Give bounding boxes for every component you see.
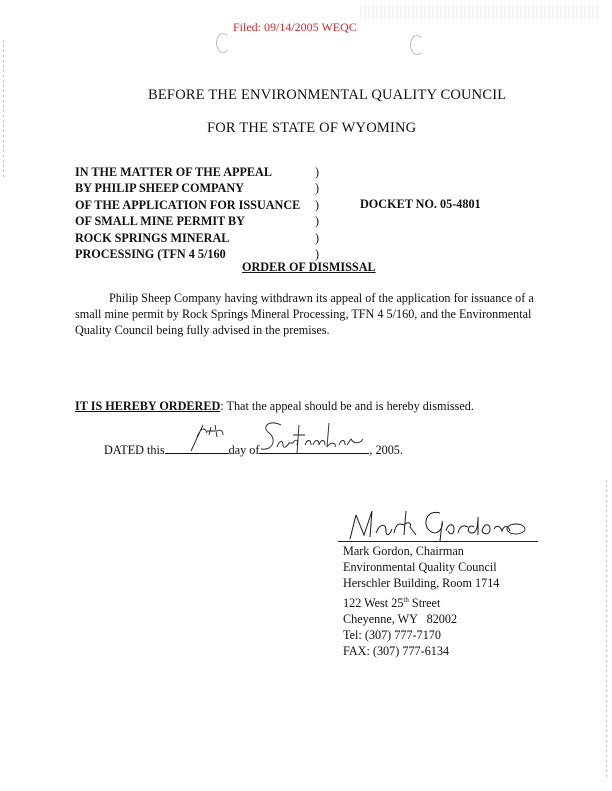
scan-edge-left bbox=[3, 40, 4, 180]
body-text: Philip Sheep Company having withdrawn its appeal of the application for issuance of a small mine permit by Rock Springs Mineral Processing, TFN 4 5/160, and the Environmental Quality Council being fully advised in the premises. bbox=[75, 291, 534, 338]
handwritten-month bbox=[259, 417, 369, 457]
paren: ) bbox=[315, 181, 320, 196]
signatory-city: Cheyenne, WY 82002 bbox=[343, 611, 458, 626]
paren: ) bbox=[315, 165, 320, 179]
signatory-building: Herschler Building, Room 1714 bbox=[343, 576, 500, 591]
body-paragraph bbox=[75, 290, 545, 339]
title-council: BEFORE THE ENVIRONMENTAL QUALITY COUNCIL bbox=[148, 87, 507, 103]
case-caption bbox=[75, 164, 300, 262]
order-heading: ORDER OF DISMISSAL bbox=[242, 260, 376, 274]
street-number: 122 West 25 bbox=[343, 595, 404, 610]
handwritten-signature bbox=[346, 505, 526, 541]
day-blank bbox=[165, 441, 229, 454]
month-blank bbox=[259, 441, 369, 454]
street-sup: th bbox=[403, 595, 409, 604]
dated-prefix: DATED this bbox=[104, 443, 165, 457]
signatory-org: Environmental Quality Council bbox=[343, 560, 497, 575]
dated-line bbox=[104, 441, 403, 458]
signatory-tel: Tel: (307) 777-7170 bbox=[343, 628, 441, 643]
paren: ) bbox=[315, 214, 320, 229]
signatory-name: Mark Gordon, Chairman bbox=[343, 544, 464, 558]
street-suffix: Street bbox=[408, 595, 441, 610]
caption-line: BY PHILIP SHEEP COMPANY bbox=[75, 181, 244, 196]
scan-edge-right bbox=[606, 480, 607, 780]
signatory-street bbox=[343, 592, 499, 611]
ordered-text: : That the appeal should be and is hereby dismissed. bbox=[220, 399, 474, 413]
ordered-label: IT IS HEREBY ORDERED bbox=[75, 399, 221, 413]
paren: ) bbox=[315, 247, 320, 262]
caption-line: OF THE APPLICATION FOR ISSUANCE bbox=[75, 197, 301, 212]
punch-hole-right bbox=[410, 35, 424, 55]
signatory-fax: FAX: (307) 777-6134 bbox=[343, 644, 450, 659]
handwritten-day bbox=[187, 421, 227, 455]
scan-noise-strip bbox=[360, 5, 600, 19]
caption-line: PROCESSING (TFN 4 5/160 bbox=[75, 247, 226, 262]
paren: ) bbox=[315, 197, 320, 212]
signature-line bbox=[338, 541, 538, 542]
paren: ) bbox=[315, 230, 320, 245]
signatory-block bbox=[343, 543, 499, 659]
caption-line: OF SMALL MINE PERMIT BY bbox=[75, 214, 245, 229]
docket-number: DOCKET NO. 05-4801 bbox=[360, 197, 481, 211]
ordered-clause bbox=[75, 399, 474, 414]
title-state: FOR THE STATE OF WYOMING bbox=[207, 120, 417, 136]
punch-hole-left bbox=[216, 33, 230, 53]
caption-line: IN THE MATTER OF THE APPEAL bbox=[75, 165, 272, 179]
caption-parens bbox=[315, 164, 319, 262]
caption-line: ROCK SPRINGS MINERAL bbox=[75, 230, 230, 245]
dated-middle: day of bbox=[228, 443, 260, 457]
filed-stamp: Filed: 09/14/2005 WEQC bbox=[233, 20, 357, 34]
dated-suffix: , 2005. bbox=[369, 443, 403, 457]
